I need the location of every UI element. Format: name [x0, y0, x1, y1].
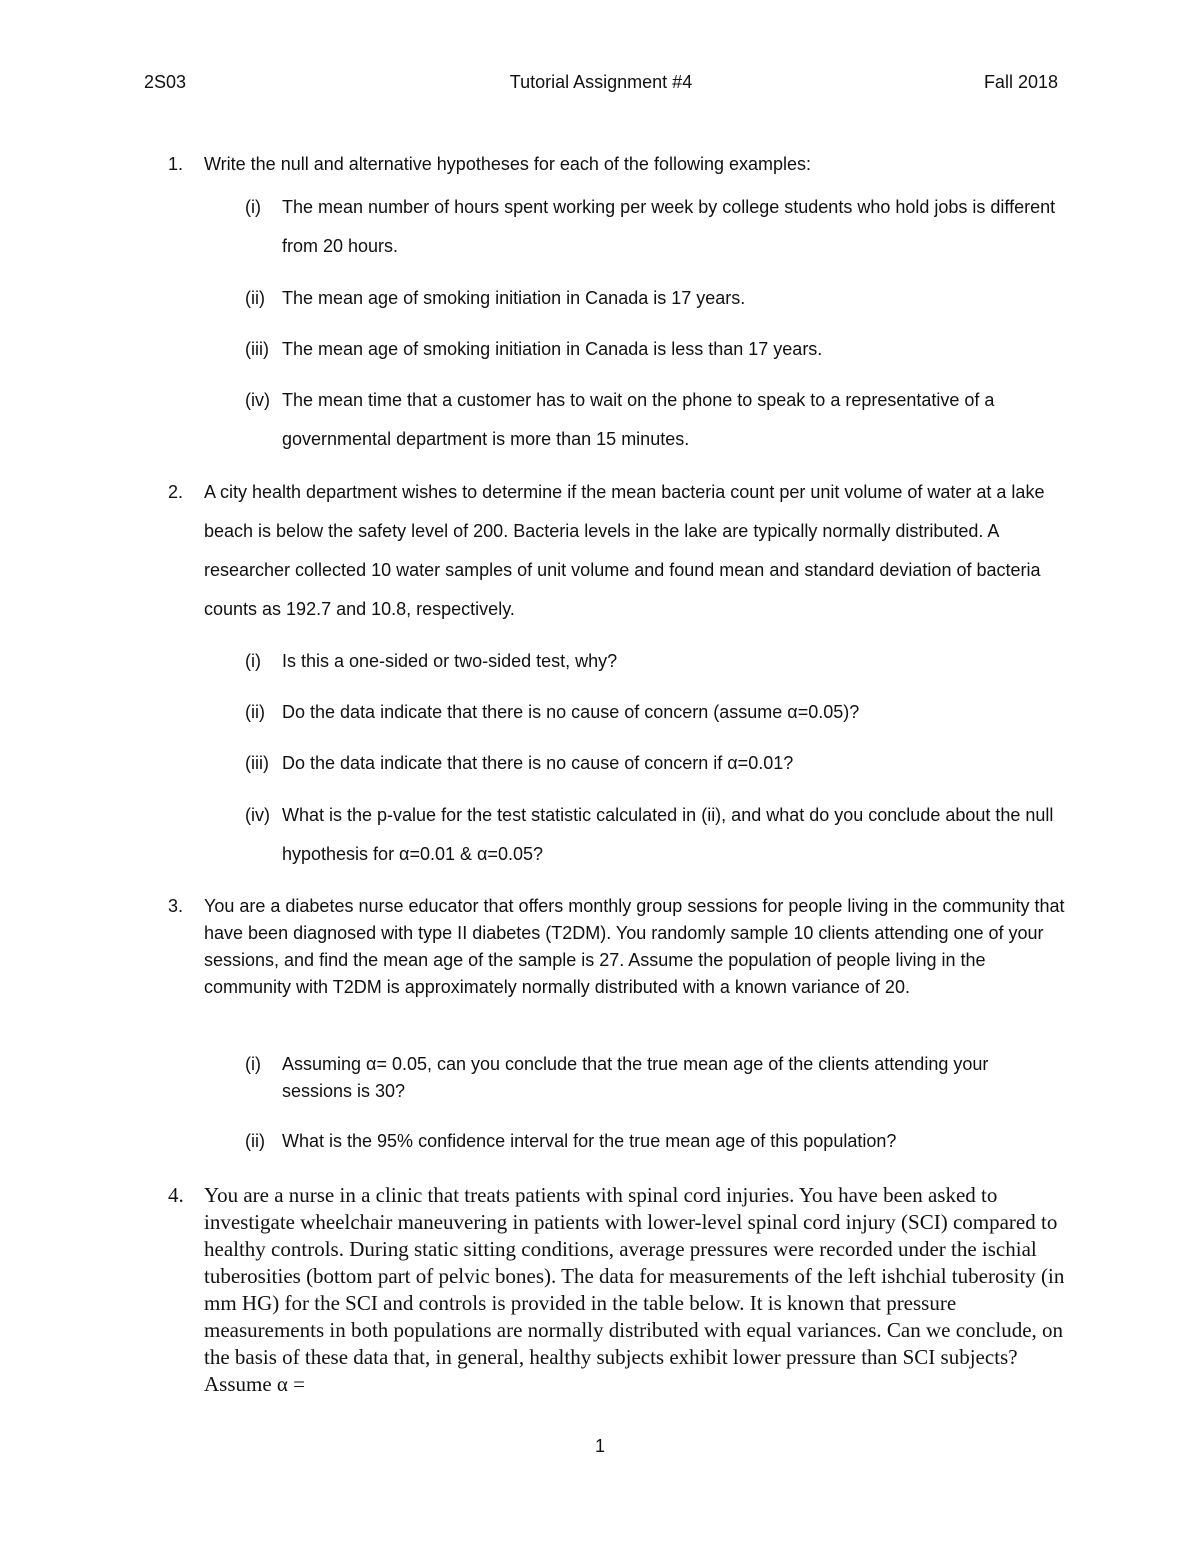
subpart-label: (iii) — [245, 753, 269, 773]
question-number: 4. — [168, 1183, 184, 1207]
subpart-text: What is the p-value for the test statistic calculated in (ii), and what do you conclude about the null hypothesis for α=0.01 & α=0.05? — [282, 805, 1054, 864]
question-number: 3. — [168, 896, 184, 916]
subpart-label: (iii) — [245, 339, 269, 359]
subpart-text: Do the data indicate that there is no cause of concern if α=0.01? — [282, 753, 794, 773]
question-number: 1. — [168, 154, 184, 174]
subpart-label: (ii) — [245, 288, 265, 308]
subpart-label: (iv) — [245, 805, 270, 825]
question-text: You are a nurse in a clinic that treats patients with spinal cord injuries. You have been asked to investigate wheelchair maneuvering in patients with lower-level spinal cord injury (SCI) compared to healthy controls. During static sitting conditions, average pressures were recorded under the ischial tuberosities (bottom part of pelvic bones). The data for measurements of the left ishchial tuberosity (in mm HG) for the SCI and controls is provided in the table below. It is known that pressure measurements in both populations are normally distributed with equal variances. Can we conclude, on the basis of these data that, in general, healthy subjects exhibit lower pressure than SCI subjects? Assume α = — [204, 1183, 1065, 1396]
subpart-label: (ii) — [245, 702, 265, 722]
question-text: A city health department wishes to determine if the mean bacteria count per unit volume of water at a lake beach is below the safety level of 200. Bacteria levels in the lake are typically normally distributed. A researcher collected 10 water samples of unit volume and found mean and standard deviation of bacteria counts as 192.7 and 10.8, respectively. — [204, 482, 1045, 619]
question-text: Write the null and alternative hypotheses for each of the following examples: — [204, 154, 812, 174]
subpart-label: (ii) — [245, 1131, 265, 1151]
course-code: 2S03 — [144, 72, 187, 92]
question-text: You are a diabetes nurse educator that offers monthly group sessions for people living in the community that have been diagnosed with type II diabetes (T2DM). You randomly sample 10 clients attending one of your sessions, and find the mean age of the sample is 27. Assume the population of people living in the community with T2DM is approximately normally distributed with a known variance of 20. — [204, 896, 1065, 997]
subpart-text: Do the data indicate that there is no cause of concern (assume α=0.05)? — [282, 702, 860, 722]
question-number: 2. — [168, 482, 184, 502]
page-number: 1 — [594, 1436, 605, 1456]
subpart-label: (i) — [245, 197, 261, 217]
page-header — [144, 72, 1058, 98]
subpart-label: (i) — [245, 651, 261, 671]
document-title: Tutorial Assignment #4 — [509, 72, 693, 92]
subpart-text: The mean age of smoking initiation in Canada is 17 years. — [282, 288, 746, 308]
subpart-label: (i) — [245, 1054, 261, 1074]
subpart-text: Is this a one-sided or two-sided test, why? — [282, 651, 618, 671]
term-label: Fall 2018 — [983, 72, 1058, 92]
subpart-text: What is the 95% confidence interval for the true mean age of this population? — [282, 1131, 897, 1151]
subpart-text: The mean number of hours spent working per week by college students who hold jobs is different from 20 hours. — [282, 197, 1056, 256]
subpart-text: The mean age of smoking initiation in Canada is less than 17 years. — [282, 339, 823, 359]
subpart-text: The mean time that a customer has to wait on the phone to speak to a representative of a governmental department is more than 15 minutes. — [282, 390, 995, 449]
subpart-text: Assuming α= 0.05, can you conclude that the true mean age of the clients attending your sessions is 30? — [282, 1054, 989, 1101]
subpart-label: (iv) — [245, 390, 270, 410]
